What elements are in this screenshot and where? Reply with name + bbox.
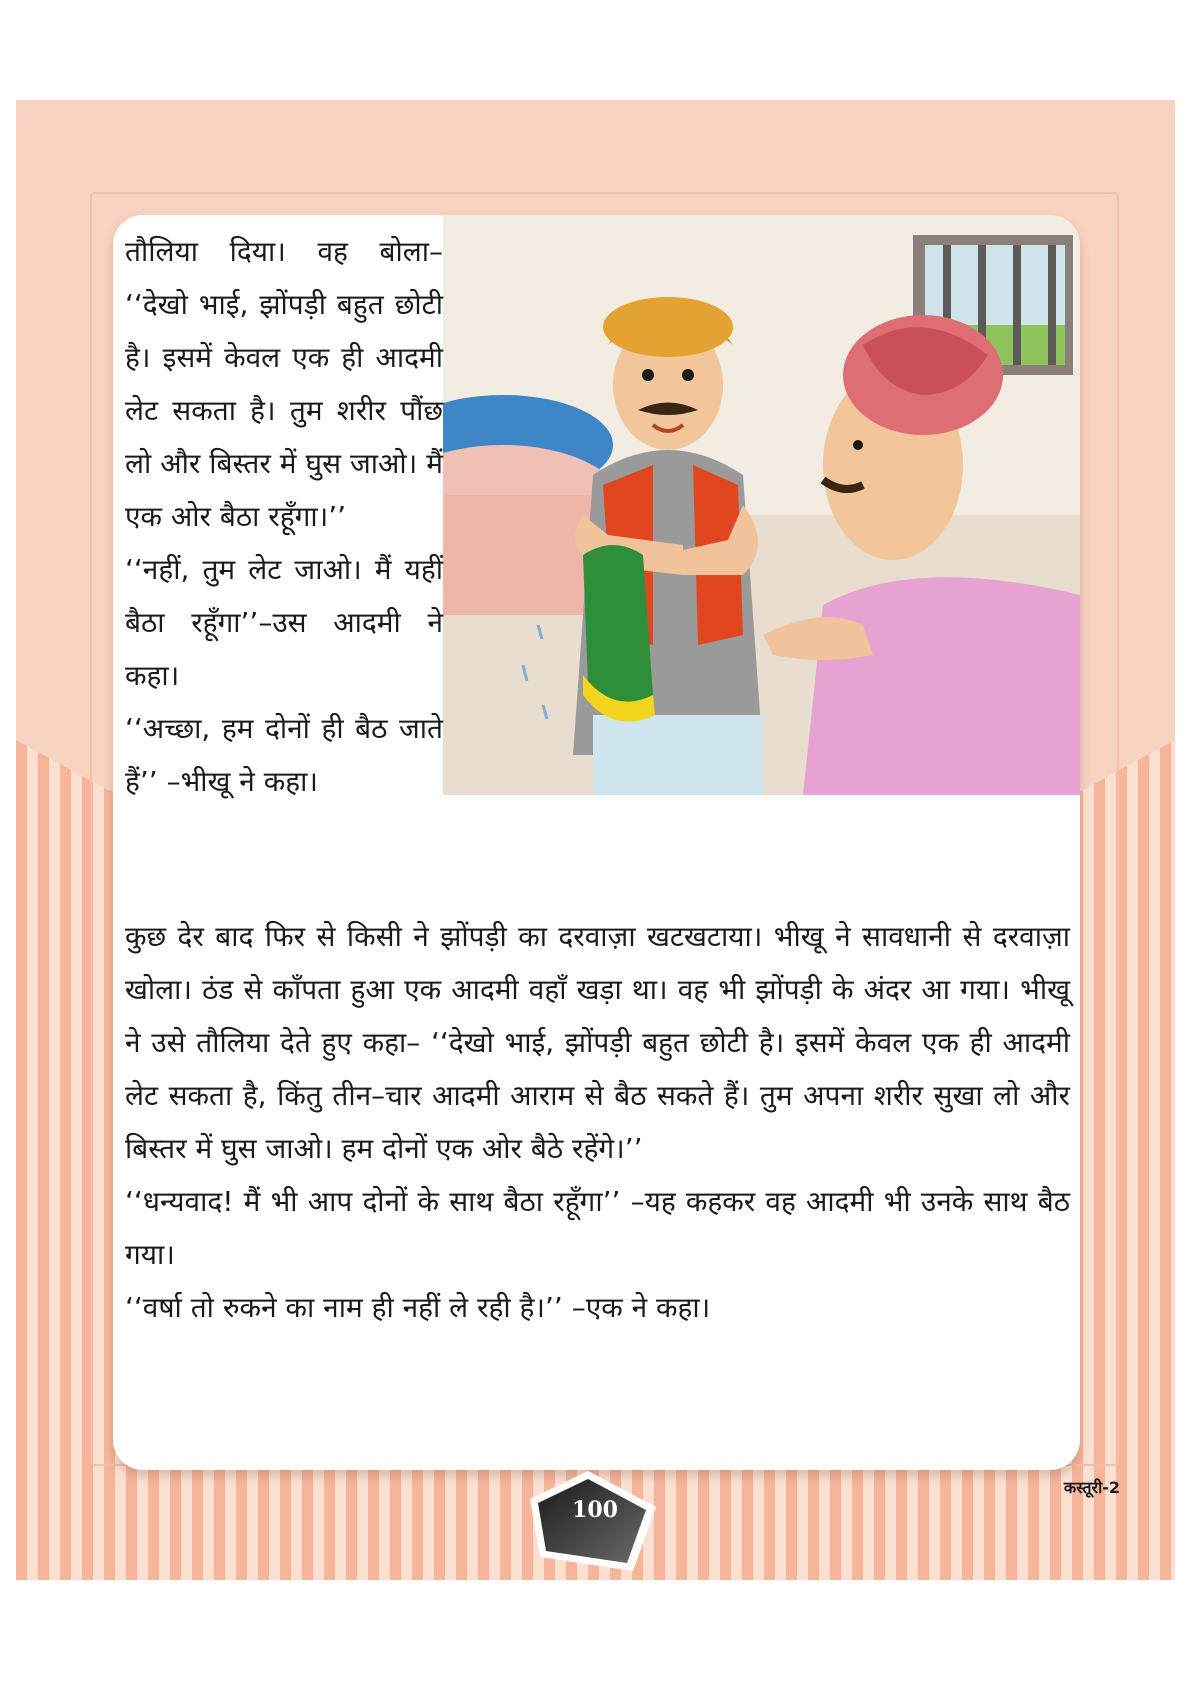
side-paragraph: ‘‘नहीं, तुम लेट जाओ। मैं यहीं बैठा रहूँगा’’–उस आदमी ने कहा। — [125, 553, 443, 692]
story-paragraph: कुछ देर बाद फिर से किसी ने झोंपड़ी का दरवाज़ा खटखटाया। भीखू ने सावधानी से दरवाज़ा खोला। ठंड से काँपता हुआ एक आदमी वहाँ खड़ा था। वह भी झोंपड़ी के अंदर आ गया। भीखू ने उसे तौलिया देते हुए कहा– ‘‘देखो भाई, झोंपड़ी बहुत छोटी है। इसमें केवल एक ही आदमी लेट सकता है, किंतु तीन–चार आदमी आराम से बैठ सकते हैं। तुम अपना शरीर सुखा लो और बिस्तर में घुस जाओ। हम दोनों एक ओर बैठे रहेंगे।’’ — [125, 920, 1070, 1165]
story-paragraph: ‘‘धन्यवाद! मैं भी आप दोनों के साथ बैठा रहूँगा’’ –यह कहकर वह आदमी भी उनके साथ बैठ गया। — [125, 1185, 1070, 1271]
story-paragraph: ‘‘वर्षा तो रुकने का नाम ही नहीं ले रही है।’’ –एक ने कहा। — [125, 1291, 711, 1324]
side-column-text — [125, 225, 443, 808]
page-number: 100 — [572, 1497, 618, 1523]
story-illustration — [443, 215, 1080, 795]
side-paragraph: ‘‘अच्छा, हम दोनों ही बैठ जाते हैं’’ –भीखू ने कहा। — [125, 712, 443, 798]
book-label: कस्तूरी-2 — [1063, 1478, 1120, 1497]
side-paragraph: तौलिया दिया। वह बोला– ‘‘देखो भाई, झोंपड़ी बहुत छोटी है। इसमें केवल एक ही आदमी लेट सकता है। तुम शरीर पौंछ लो और बिस्तर में घुस जाओ। मैं एक ओर बैठा रहूँगा।’’ — [125, 235, 443, 533]
full-width-text — [125, 910, 1070, 1334]
story-card — [113, 215, 1080, 1470]
